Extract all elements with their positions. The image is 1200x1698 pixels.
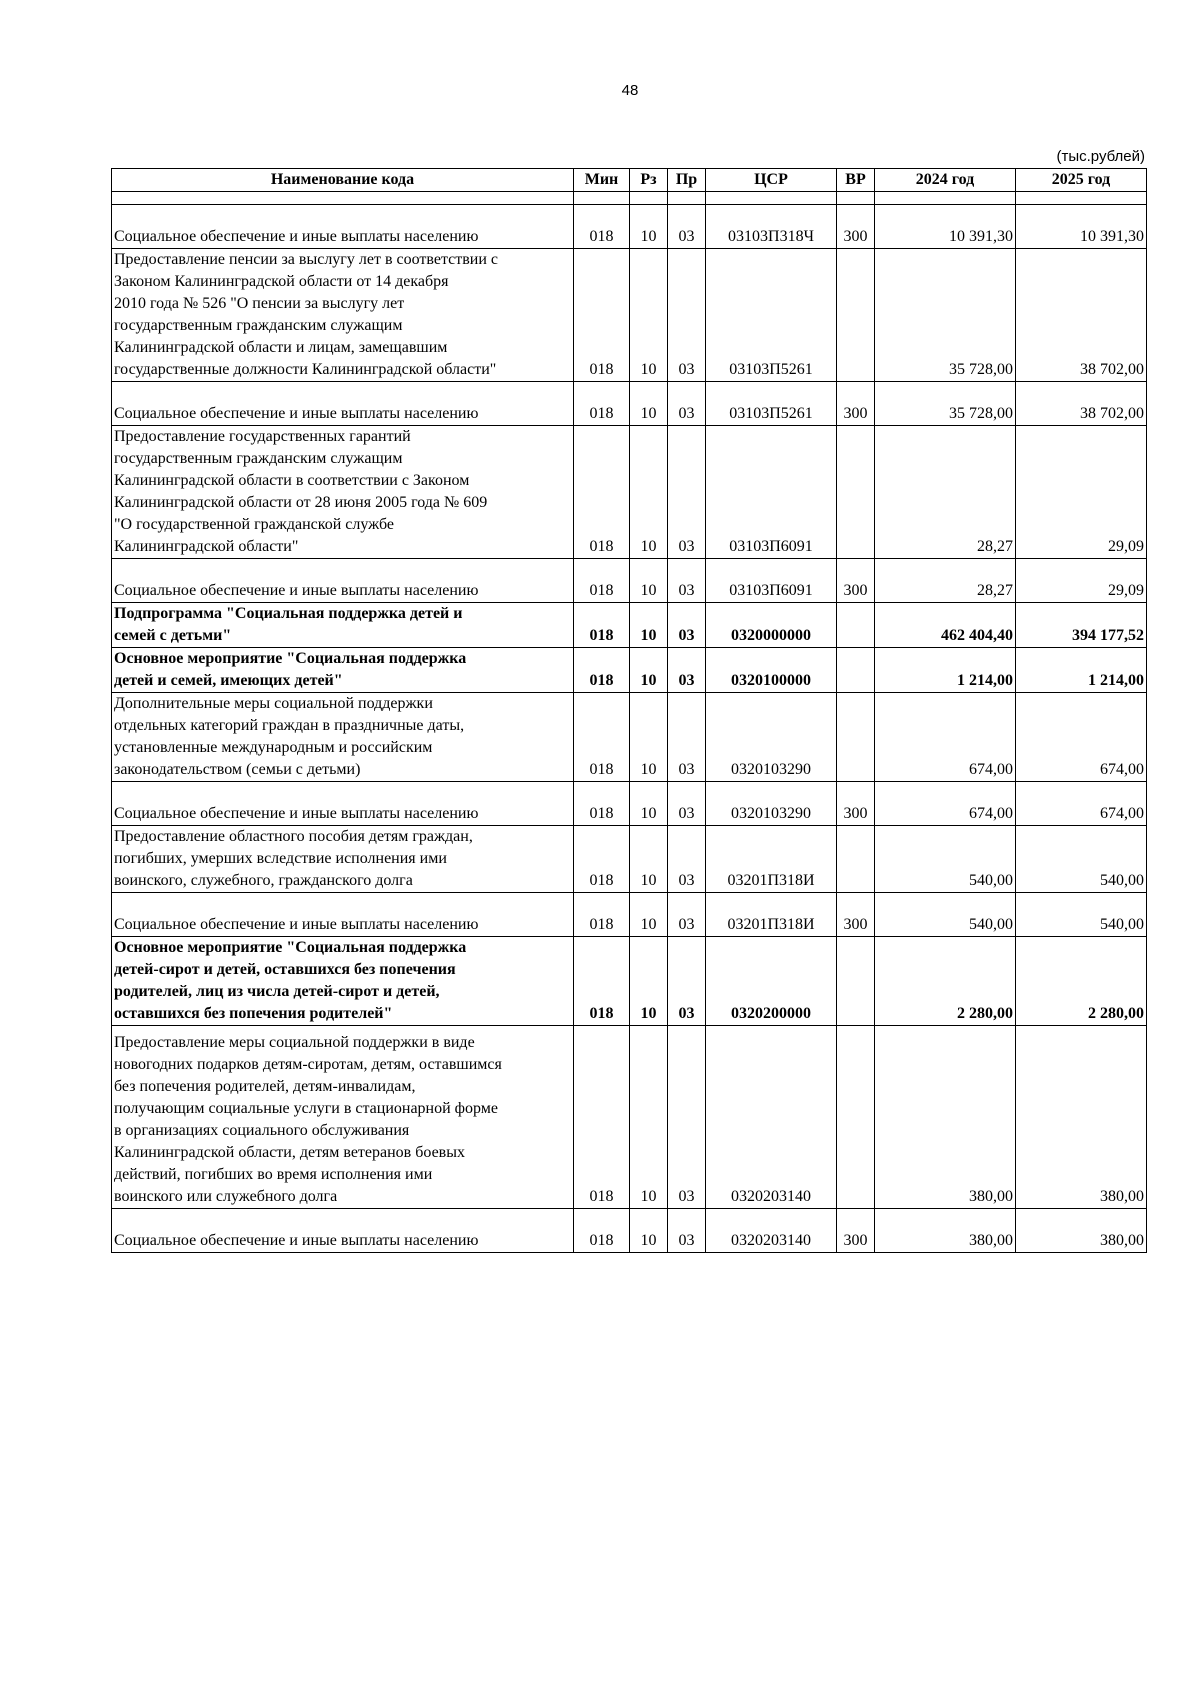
cell-rz: 10	[630, 648, 668, 693]
cell-name: Социальное обеспечение и иные выплаты населению	[112, 559, 574, 603]
cell-vr	[837, 648, 875, 693]
table-row	[112, 1208, 1147, 1252]
cell-rz: 10	[630, 249, 668, 382]
cell-name: Социальное обеспечение и иные выплаты населению	[112, 205, 574, 249]
cell-name: Социальное обеспечение и иные выплаты населению	[112, 1208, 574, 1252]
cell-vr: 300	[837, 782, 875, 826]
cell-vr: 300	[837, 1208, 875, 1252]
table-row	[112, 893, 1147, 937]
cell-vr	[837, 1026, 875, 1209]
cell-2025: 29,09	[1016, 426, 1147, 559]
cell-2024: 28,27	[875, 559, 1016, 603]
cell-pr: 03	[668, 426, 706, 559]
cell-pr: 03	[668, 559, 706, 603]
cell-min: 018	[574, 893, 630, 937]
units-label: (тыс.рублей)	[1056, 148, 1145, 165]
cell-min: 018	[574, 937, 630, 1026]
cell-pr: 03	[668, 249, 706, 382]
header-2024: 2024 год	[875, 169, 1016, 192]
cell-min: 018	[574, 693, 630, 782]
cell-2025: 2 280,00	[1016, 937, 1147, 1026]
cell-pr: 03	[668, 826, 706, 893]
header-min: Мин	[574, 169, 630, 192]
cell-csr: 03201П318И	[706, 826, 837, 893]
cell-csr: 0320203140	[706, 1208, 837, 1252]
cell-2025: 394 177,52	[1016, 603, 1147, 648]
table-body	[112, 205, 1147, 1253]
cell-min: 018	[574, 603, 630, 648]
header-name: Наименование кода	[112, 169, 574, 192]
cell-2024: 674,00	[875, 693, 1016, 782]
table-row	[112, 782, 1147, 826]
header-2025: 2025 год	[1016, 169, 1147, 192]
table-row	[112, 205, 1147, 249]
cell-csr: 0320203140	[706, 1026, 837, 1209]
header-vr: ВР	[837, 169, 875, 192]
cell-rz: 10	[630, 1208, 668, 1252]
cell-min: 018	[574, 426, 630, 559]
cell-2025: 380,00	[1016, 1208, 1147, 1252]
cell-vr	[837, 826, 875, 893]
table-row	[112, 1026, 1147, 1209]
cell-name: Основное мероприятие "Социальная поддержка детей-сирот и детей, оставшихся без попечения родителей, лиц из числа детей-сирот и детей, оставшихся без попечения родителей"	[112, 937, 574, 1026]
header-csr: ЦСР	[706, 169, 837, 192]
cell-csr: 03103П6091	[706, 426, 837, 559]
cell-min: 018	[574, 1026, 630, 1209]
cell-vr: 300	[837, 205, 875, 249]
cell-2024: 1 214,00	[875, 648, 1016, 693]
table-row	[112, 937, 1147, 1026]
cell-name: Социальное обеспечение и иные выплаты населению	[112, 782, 574, 826]
cell-rz: 10	[630, 603, 668, 648]
cell-rz: 10	[630, 782, 668, 826]
cell-pr: 03	[668, 205, 706, 249]
cell-vr	[837, 603, 875, 648]
cell-min: 018	[574, 648, 630, 693]
table-row	[112, 426, 1147, 559]
cell-pr: 03	[668, 1208, 706, 1252]
cell-rz: 10	[630, 826, 668, 893]
cell-2024: 462 404,40	[875, 603, 1016, 648]
cell-2024: 540,00	[875, 893, 1016, 937]
cell-min: 018	[574, 782, 630, 826]
cell-rz: 10	[630, 1026, 668, 1209]
cell-rz: 10	[630, 426, 668, 559]
cell-vr: 300	[837, 559, 875, 603]
cell-name: Дополнительные меры социальной поддержки отдельных категорий граждан в праздничные даты, установленные международным и российским законодательством (семьи с детьми)	[112, 693, 574, 782]
cell-rz: 10	[630, 937, 668, 1026]
table-row	[112, 603, 1147, 648]
cell-name: Социальное обеспечение и иные выплаты населению	[112, 893, 574, 937]
cell-vr	[837, 426, 875, 559]
cell-name: Предоставление государственных гарантий государственным гражданским служащим Калининградской области в соответствии с Законом Калининградской области от 28 июня 2005 года № 609 "О государственной гражданской службе Калининградской области"	[112, 426, 574, 559]
cell-csr: 03201П318И	[706, 893, 837, 937]
cell-2025: 540,00	[1016, 893, 1147, 937]
cell-vr	[837, 937, 875, 1026]
cell-min: 018	[574, 249, 630, 382]
cell-csr: 0320200000	[706, 937, 837, 1026]
cell-vr	[837, 693, 875, 782]
cell-name: Подпрограмма "Социальная поддержка детей и семей с детьми"	[112, 603, 574, 648]
cell-2025: 10 391,30	[1016, 205, 1147, 249]
cell-csr: 0320100000	[706, 648, 837, 693]
cell-2024: 35 728,00	[875, 382, 1016, 426]
cell-csr: 03103П5261	[706, 382, 837, 426]
table-row	[112, 826, 1147, 893]
cell-2024: 380,00	[875, 1026, 1016, 1209]
cell-pr: 03	[668, 1026, 706, 1209]
cell-csr: 0320103290	[706, 693, 837, 782]
cell-rz: 10	[630, 693, 668, 782]
header-row	[112, 169, 1147, 192]
cell-pr: 03	[668, 937, 706, 1026]
cell-2024: 380,00	[875, 1208, 1016, 1252]
budget-table	[111, 168, 1147, 1253]
cell-vr	[837, 249, 875, 382]
cell-csr: 0320103290	[706, 782, 837, 826]
cell-csr: 03103П6091	[706, 559, 837, 603]
table-row	[112, 382, 1147, 426]
cell-rz: 10	[630, 382, 668, 426]
cell-name: Социальное обеспечение и иные выплаты населению	[112, 382, 574, 426]
header-spacer-row	[112, 192, 1147, 205]
cell-rz: 10	[630, 893, 668, 937]
cell-csr: 03103П318Ч	[706, 205, 837, 249]
cell-min: 018	[574, 205, 630, 249]
cell-2024: 28,27	[875, 426, 1016, 559]
header-pr: Пр	[668, 169, 706, 192]
cell-2025: 674,00	[1016, 782, 1147, 826]
cell-csr: 03103П5261	[706, 249, 837, 382]
table-row	[112, 648, 1147, 693]
page-number: 48	[621, 82, 639, 99]
table-row	[112, 249, 1147, 382]
table-row	[112, 559, 1147, 603]
cell-2025: 1 214,00	[1016, 648, 1147, 693]
cell-2024: 540,00	[875, 826, 1016, 893]
cell-pr: 03	[668, 382, 706, 426]
cell-vr: 300	[837, 382, 875, 426]
cell-rz: 10	[630, 559, 668, 603]
cell-vr: 300	[837, 893, 875, 937]
table-row	[112, 693, 1147, 782]
cell-rz: 10	[630, 205, 668, 249]
cell-min: 018	[574, 826, 630, 893]
cell-pr: 03	[668, 648, 706, 693]
cell-name: Основное мероприятие "Социальная поддержка детей и семей, имеющих детей"	[112, 648, 574, 693]
cell-2025: 38 702,00	[1016, 249, 1147, 382]
cell-min: 018	[574, 382, 630, 426]
cell-2025: 540,00	[1016, 826, 1147, 893]
cell-2024: 2 280,00	[875, 937, 1016, 1026]
cell-pr: 03	[668, 603, 706, 648]
cell-2025: 38 702,00	[1016, 382, 1147, 426]
cell-2025: 674,00	[1016, 693, 1147, 782]
cell-min: 018	[574, 559, 630, 603]
cell-2025: 29,09	[1016, 559, 1147, 603]
cell-name: Предоставление областного пособия детям граждан, погибших, умерших вследствие исполнения ими воинского, служебного, гражданского долга	[112, 826, 574, 893]
cell-name: Предоставление пенсии за выслугу лет в соответствии с Законом Калининградской области от 14 декабря 2010 года № 526 "О пенсии за выслугу лет государственным гражданским служащим Калининградской области и лицам, замещавшим государственные должности Калининградской области"	[112, 249, 574, 382]
cell-2024: 35 728,00	[875, 249, 1016, 382]
cell-pr: 03	[668, 893, 706, 937]
cell-pr: 03	[668, 693, 706, 782]
cell-2025: 380,00	[1016, 1026, 1147, 1209]
cell-pr: 03	[668, 782, 706, 826]
header-rz: Рз	[630, 169, 668, 192]
cell-2024: 10 391,30	[875, 205, 1016, 249]
cell-csr: 0320000000	[706, 603, 837, 648]
cell-min: 018	[574, 1208, 630, 1252]
cell-2024: 674,00	[875, 782, 1016, 826]
cell-name: Предоставление меры социальной поддержки в виде новогодних подарков детям-сиротам, детям, оставшимся без попечения родителей, детям-инвалидам, получающим социальные услуги в стационарной форме в организациях социального обслуживания Калининградской области, детям ветеранов боевых действий, погибших во время исполнения ими воинского или служебного долга	[112, 1026, 574, 1209]
